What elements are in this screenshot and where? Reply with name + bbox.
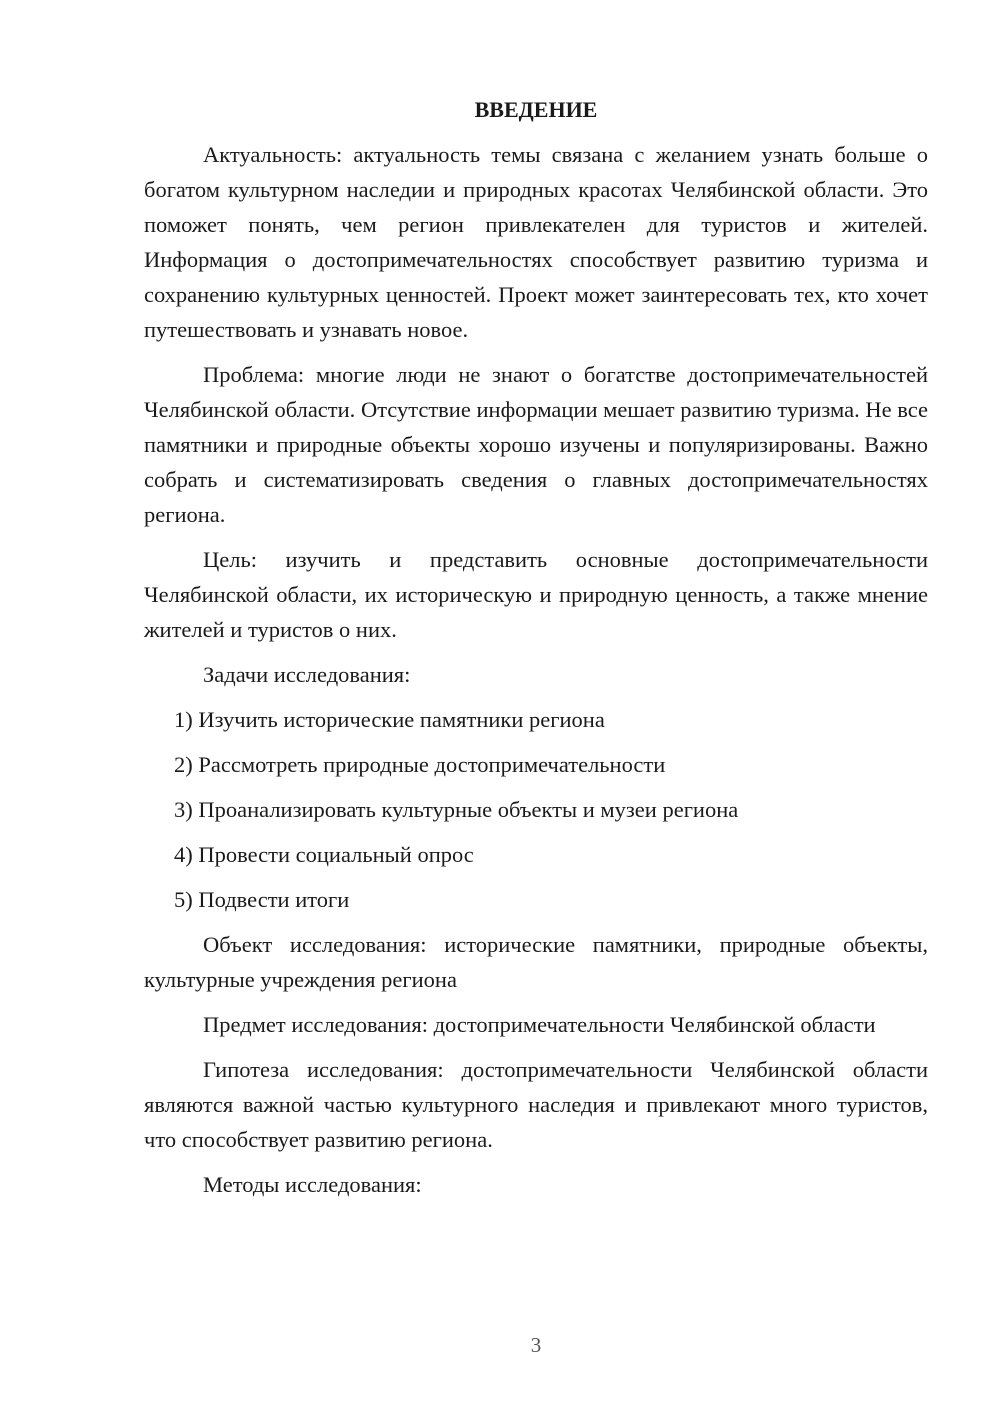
list-item: 4) Провести социальный опрос [174,842,474,867]
list-item: 5) Подвести итоги [174,887,350,912]
object-paragraph: Объект исследования: исторические памятники, природные объекты, культурные учреждения региона [144,932,928,992]
document-page [144,92,928,1212]
tasks-heading: Задачи исследования: [203,662,411,687]
methods-heading: Методы исследования: [203,1172,422,1197]
section-title: ВВЕДЕНИЕ [474,97,598,122]
tasks-list [144,702,928,917]
problem-paragraph: Проблема: многие люди не знают о богатстве достопримечательностей Челябинской области. Отсутствие информации мешает развитию туризма. Не все памятники и природные объекты хорошо изучены и популяризированы. Важно собрать и систематизировать сведения о главных достопримечательностях региона. [144,362,928,527]
relevance-paragraph: Актуальность: актуальность темы связана с желанием узнать больше о богатом культурном наследии и природных красотах Челябинской области. Это поможет понять, чем регион привлекателен для туристов и жителей. Информация о достопримечательностях способствует развитию туризма и сохранению культурных ценностей. Проект может заинтересовать тех, кто хочет путешествовать и узнавать новое. [144,142,928,342]
list-item: 3) Проанализировать культурные объекты и музеи региона [174,797,739,822]
goal-paragraph: Цель: изучить и представить основные достопримечательности Челябинской области, их историческую и природную ценность, а также мнение жителей и туристов о них. [144,547,928,642]
list-item: 2) Рассмотреть природные достопримечательности [174,752,666,777]
page-number: 3 [530,1333,542,1357]
subject-paragraph: Предмет исследования: достопримечательности Челябинской области [203,1012,876,1037]
hypothesis-paragraph: Гипотеза исследования: достопримечательности Челябинской области являются важной частью культурного наследия и привлекают много туристов, что способствует развитию региона. [144,1057,928,1152]
list-item: 1) Изучить исторические памятники региона [174,707,605,732]
